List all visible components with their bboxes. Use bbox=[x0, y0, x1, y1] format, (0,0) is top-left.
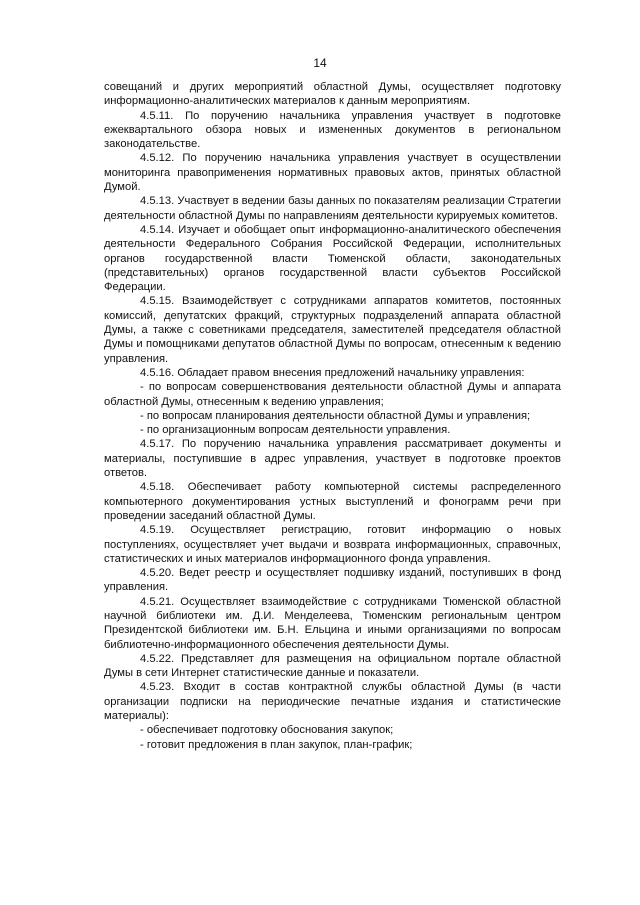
list-item-procurement-plan: - готовит предложения в план закупок, план-график; bbox=[140, 738, 413, 751]
paragraph-4-5-20: 4.5.20. Ведет реестр и осуществляет подшивку изданий, поступивших в фонд управления. bbox=[104, 567, 561, 594]
document-body bbox=[104, 80, 561, 752]
list-item-improvement: - по вопросам совершенствования деятельности областной Думы и аппарата областной Думы, отнесенным к ведению управления; bbox=[104, 381, 561, 408]
paragraph-4-5-17: 4.5.17. По поручению начальника управления рассматривает документы и материалы, поступившие в адрес управления, участвует в подготовке проектов ответов. bbox=[104, 438, 561, 480]
list-item-planning: - по вопросам планирования деятельности областной Думы и управления; bbox=[140, 409, 531, 422]
paragraph-4-5-23: 4.5.23. Входит в состав контрактной службы областной Думы (в части организации подписки на периодические печатные издания и статистические материалы): bbox=[104, 681, 561, 723]
paragraph-4-5-11: 4.5.11. По поручению начальника управления участвует в подготовке ежеквартального обзора новых и измененных документов в региональном законодательстве. bbox=[104, 109, 561, 151]
paragraph-4-5-18: 4.5.18. Обеспечивает работу компьютерной системы распределенного компьютерного документирования устных выступлений и фонограмм речи при проведении заседаний областной Думы. bbox=[104, 481, 561, 522]
paragraph-4-5-15: 4.5.15. Взаимодействует с сотрудниками аппаратов комитетов, постоянных комиссий, депутатских фракций, структурных подразделений аппарата областной Думы, а также с советниками председателя, заместителей председателя областной Думы и помощниками депутатов областной Думы по вопросам, отнесенным к ведению управления. bbox=[104, 295, 561, 365]
paragraph-4-5-21: 4.5.21. Осуществляет взаимодействие с сотрудниками Тюменской областной научной библиотеки им. Д.И. Менделеева, Тюменским региональным центром Президентской библиотеки им. Б.Н. Ельцина и иными организациями по вопросам библиотечно-информационного обеспечения деятельности Думы. bbox=[104, 595, 561, 651]
paragraph-4-5-13: 4.5.13. Участвует в ведении базы данных по показателям реализации Стратегии деятельности областной Думы по направлениям деятельности курируемых комитетов. bbox=[104, 195, 561, 222]
paragraph-4-5-12: 4.5.12. По поручению начальника управления участвует в осуществлении мониторинга правоприменения нормативных правовых актов, принятых областной Думой. bbox=[104, 152, 561, 194]
paragraph-4-5-22: 4.5.22. Представляет для размещения на официальном портале областной Думы в сети Интернет статистические данные и показатели. bbox=[104, 652, 561, 680]
paragraph-4-5-16: 4.5.16. Обладает правом внесения предложений начальнику управления: bbox=[140, 366, 525, 379]
paragraph-4-5-14: 4.5.14. Изучает и обобщает опыт информационно-аналитического обеспечения деятельности Федерального Собрания Российской Федерации, исполнительных органов государственной власти Тюменской области, законодательных (представительных) органов государственной власти субъектов Российской Федерации. bbox=[104, 223, 561, 294]
paragraph-continuation: совещаний и других мероприятий областной Думы, осуществляет подготовку информационно-аналитических материалов к данным мероприятиям. bbox=[104, 81, 561, 108]
page-number: 14 bbox=[313, 56, 327, 70]
list-item-procurement-justification: - обеспечивает подготовку обоснования закупок; bbox=[140, 724, 394, 737]
list-item-organizational: - по организационным вопросам деятельности управления. bbox=[140, 424, 451, 437]
paragraph-4-5-19: 4.5.19. Осуществляет регистрацию, готовит информацию о новых поступлениях, осуществляет учет выдачи и возврата информационных, справочных, статистических и иных материалов информационного фонда управления. bbox=[104, 524, 561, 565]
